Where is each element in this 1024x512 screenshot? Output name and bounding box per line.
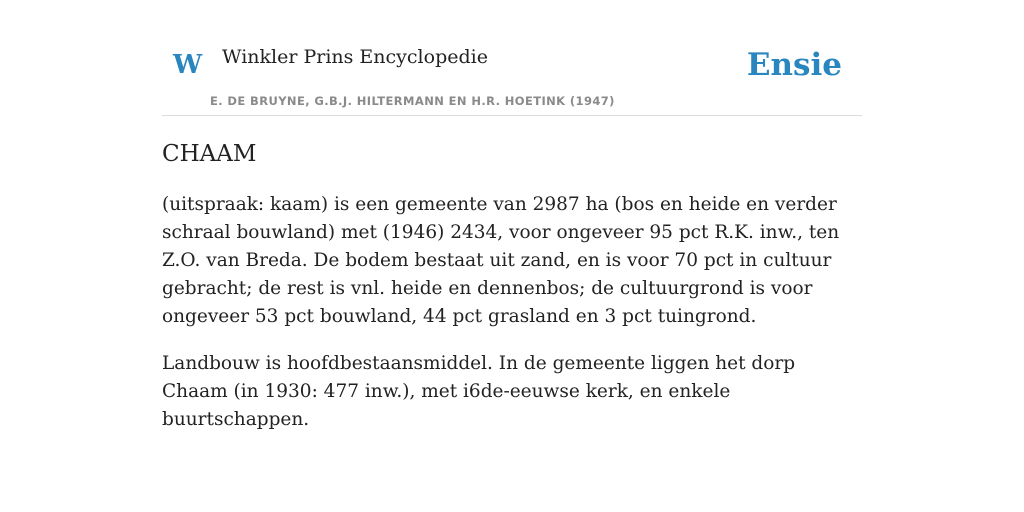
ensie-logo[interactable]: Ensie [746, 47, 842, 83]
site-header [162, 0, 862, 116]
winkler-prins-logo-icon[interactable]: W [173, 50, 203, 80]
article-title: CHAAM [162, 141, 257, 167]
page [162, 0, 862, 434]
byline: E. DE BRUYNE, G.B.J. HILTERMANN EN H.R. HOETINK (1947) [210, 94, 615, 108]
article-paragraph-2: Landbouw is hoofdbestaansmiddel. In de gemeente liggen het dorp Chaam (in 1930: 477 inw.), met i6de-eeuwse kerk, en enkele buurtschappen. [162, 352, 796, 430]
article-paragraph-1: (uitspraak: kaam) is een gemeente van 2987 ha (bos en heide en verder schraal bouwland) met (1946) 2434, voor ongeveer 95 pct R.K. inw., ten Z.O. van Breda. De bodem bestaat uit zand, en is voor 70 pct in cultuur gebracht; de rest is vnl. heide en dennenbos; de cultuurgrond is voor ongeveer 53 pct bouwland, 44 pct grasland en 3 pct tuingrond. [162, 193, 840, 327]
site-title[interactable]: Winkler Prins Encyclopedie [222, 46, 488, 68]
